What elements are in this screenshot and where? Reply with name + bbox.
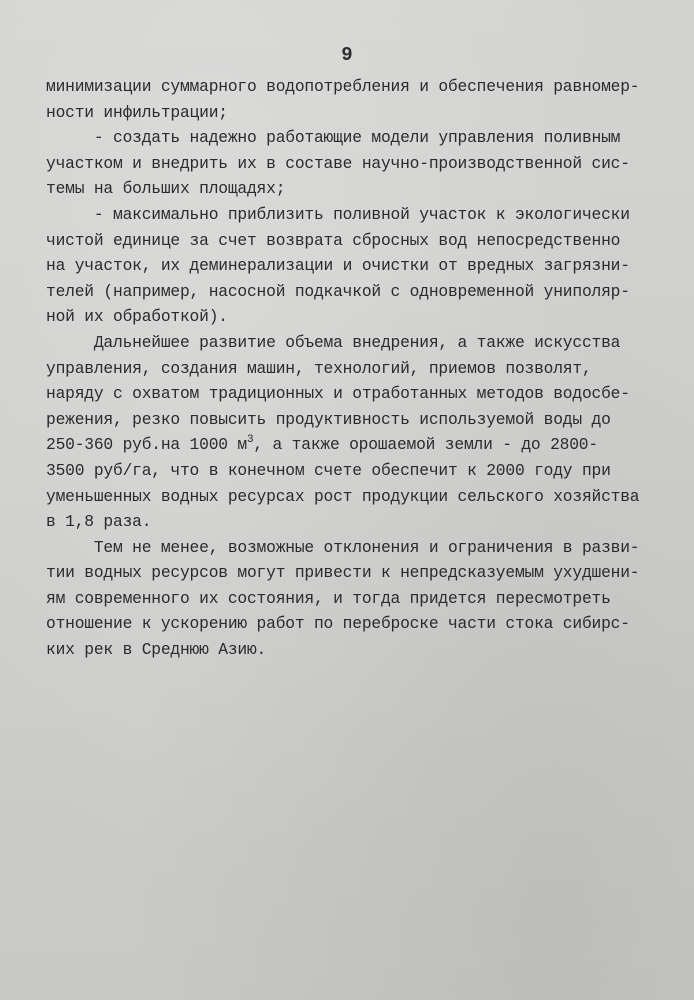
- text-line: тии водных ресурсов могут привести к непредсказуемым ухудшени-: [46, 563, 640, 583]
- text-line: участком и внедрить их в составе научно-производственной сис-: [46, 153, 630, 173]
- text-line-tail: , а также орошаемой земли - до 2800-: [253, 435, 598, 455]
- text-line-with-superscript: [46, 432, 646, 458]
- text-line: в 1,8 раза.: [46, 512, 152, 532]
- text-line: 3500 руб/га, что в конечном счете обеспечит к 2000 году при: [46, 460, 611, 480]
- text-line: темы на больших площадях;: [46, 179, 286, 199]
- text-line: уменьшенных водных ресурсах рост продукции сельского хозяйства: [46, 486, 640, 506]
- superscript: 3: [246, 434, 254, 447]
- text-line: телей (например, насосной подкачкой с одновременной униполяр-: [46, 281, 630, 301]
- text-line: ной их обработкой).: [46, 307, 228, 327]
- text-line: ям современного их состояния, и тогда придется пересмотреть: [46, 588, 611, 608]
- text-line: - создать надежно работающие модели управления поливным: [46, 128, 621, 148]
- text-line: на участок, их деминерализации и очистки от вредных загрязни-: [46, 256, 630, 276]
- page-number: 9: [341, 44, 353, 66]
- body-text: [46, 74, 646, 663]
- text-line: режения, резко повысить продуктивность используемой воды до: [46, 409, 611, 429]
- text-line: Дальнейшее развитие объема внедрения, а также искусства: [46, 332, 621, 352]
- text-line: - максимально приблизить поливной участок к экологически: [46, 204, 630, 224]
- text-line: управления, создания машин, технологий, приемов позволят,: [46, 358, 592, 378]
- text-line: минимизации суммарного водопотребления и обеспечения равномер-: [46, 77, 640, 96]
- text-line: отношение к ускорению работ по переброске части стока сибирс-: [46, 614, 630, 634]
- text-line: чистой единице за счет возврата сбросных вод непосредственно: [46, 230, 621, 250]
- text-line: Тем не менее, возможные отклонения и ограничения в разви-: [46, 537, 640, 557]
- text-line-head: 250-360 руб.на 1000 м: [46, 435, 247, 455]
- text-line: ности инфильтрации;: [46, 102, 228, 122]
- text-line: ких рек в Среднюю Азию.: [46, 640, 267, 660]
- text-line: наряду с охватом традиционных и отработанных методов водосбе-: [46, 384, 630, 404]
